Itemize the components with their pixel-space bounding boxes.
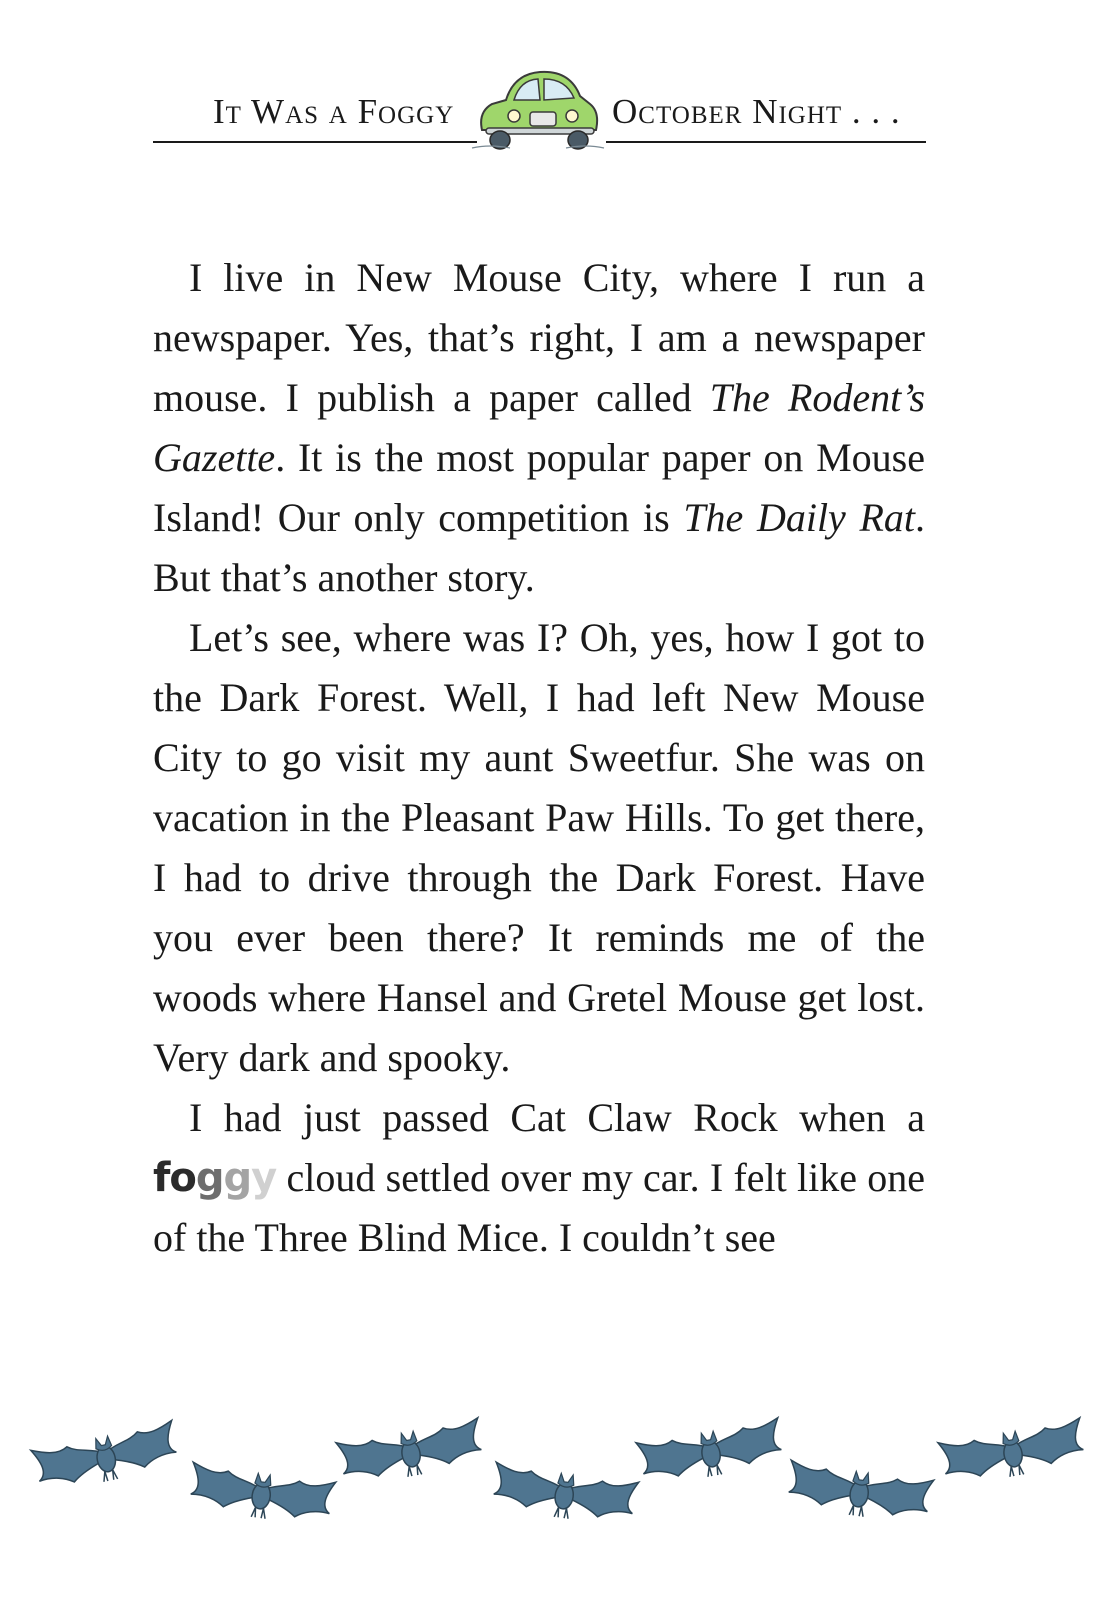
foggy-styled-word [153, 1155, 276, 1201]
bat-icon [636, 1418, 786, 1488]
page-body-text [153, 248, 925, 1268]
header-rule-right [606, 141, 926, 143]
paragraph-3 [153, 1088, 925, 1268]
text-segment: I had just passed Cat Claw Rock when a [189, 1095, 925, 1140]
header-rule-left [153, 141, 477, 143]
paragraph-1 [153, 248, 925, 608]
foggy-letters-2: g [195, 1155, 224, 1201]
newspaper-title-rodents-gazette: The Rodent’s Gazette [153, 375, 926, 480]
header-left-title: It Was a Foggy [213, 92, 455, 131]
bat-icon [490, 1462, 639, 1528]
foggy-letters-3: g [223, 1155, 252, 1201]
text-segment: cloud settled over my car. I felt like one of the Three Blind Mice. I couldn’t see [153, 1155, 925, 1260]
bat-icon [785, 1460, 934, 1526]
foggy-letters-4: y [251, 1155, 277, 1201]
green-car-icon [470, 60, 605, 152]
header-right-title: October Night . . . [612, 92, 901, 131]
text-segment: . But that’s another story. [153, 495, 925, 600]
newspaper-title-daily-rat: The Daily Rat [683, 495, 915, 540]
bat-icon [187, 1462, 336, 1528]
foggy-letters-1: fo [153, 1155, 196, 1201]
bat-icon [336, 1418, 486, 1488]
bat-icon [31, 1420, 181, 1495]
text-segment: . It is the most popular paper on Mouse Island! Our only competition is [153, 435, 925, 540]
text-segment: I live in New Mouse City, where I run a newspaper. Yes, that’s right, I am a newspaper mouse. I publish a paper called [153, 255, 925, 420]
bat-border-decoration [0, 1408, 1101, 1600]
paragraph-2: Let’s see, where was I? Oh, yes, how I got to the Dark Forest. Well, I had left New Mouse City to go visit my aunt Sweetfur. She was on vacation in the Pleasant Paw Hills. To get there, I had to drive through the Dark Forest. Have you ever been there? It reminds me of the woods where Hansel and Gretel Mouse get lost. Very dark and spooky. [153, 615, 925, 1080]
running-header [0, 0, 1101, 160]
bat-icon [938, 1418, 1088, 1488]
